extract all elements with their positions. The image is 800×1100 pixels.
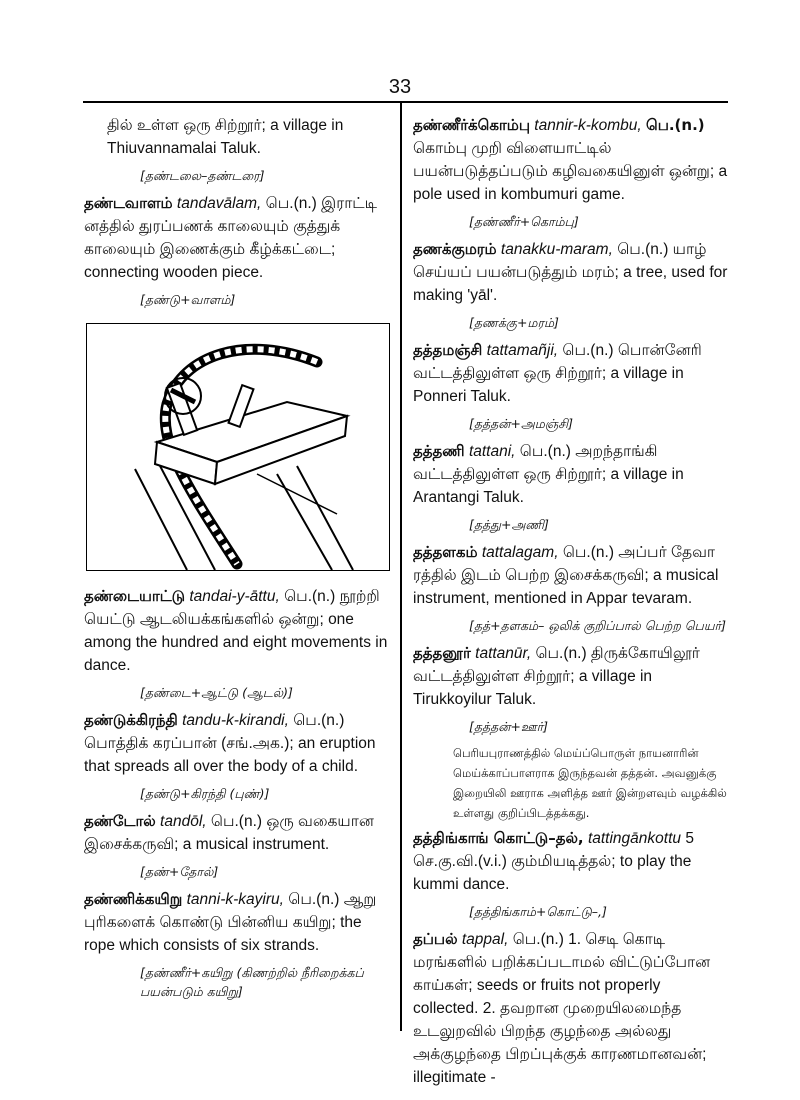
entry bbox=[413, 440, 728, 509]
etymology: [தத்திங்காம்+கொட்டு–,] bbox=[469, 904, 607, 919]
transliteration: tattalagam, bbox=[481, 544, 559, 561]
entry bbox=[413, 238, 728, 307]
transliteration: tattingānkottu bbox=[587, 830, 682, 847]
etymology: [தணக்கு+மரம்] bbox=[469, 315, 559, 330]
etymology: [தண்ணீர்+கொம்பு] bbox=[469, 214, 579, 229]
etymology: [தத்தன்+அமஞ்சி] bbox=[469, 416, 573, 431]
entry-definition: பெ.(n.) ஒரு வகையான இசைக்கருவி; a musical instrument. bbox=[84, 813, 374, 853]
headword: தப்பல் bbox=[413, 930, 458, 948]
entry bbox=[413, 827, 728, 896]
left-column bbox=[84, 114, 394, 1008]
headword: தண்டுக்கிரந்தி bbox=[84, 711, 178, 729]
entry-definition: பெ.(n.) யாழ் செய்யப் பயன்படுத்தும் மரம்; a tree, used for making 'yāl'. bbox=[413, 241, 728, 304]
headword: தணக்குமரம் bbox=[413, 240, 497, 258]
headword: தண்டோல் bbox=[84, 812, 156, 830]
transliteration: tanakku-maram, bbox=[500, 241, 613, 258]
entry bbox=[413, 642, 728, 711]
headword: தத்தனூர் bbox=[413, 644, 471, 662]
etymology: [தண்டலை–தண்டரை] bbox=[140, 168, 265, 183]
column-divider bbox=[400, 103, 402, 1031]
illustration-frame bbox=[86, 323, 390, 571]
entry-definition: பெ.(n.) அப்பர் தேவா ரத்தில் இடம் பெற்ற இசைக்கருவி; a musical instrument, mentioned in Appar tevaram. bbox=[413, 544, 719, 607]
etymology: [தண்+தோல்] bbox=[140, 864, 219, 879]
transliteration: tattani, bbox=[468, 443, 516, 460]
entry bbox=[413, 339, 728, 408]
etymology: [தத்+தளகம்– ஒலிக் குறிப்பால் பெற்ற பெயர்] bbox=[469, 618, 726, 633]
loom-illustration bbox=[87, 324, 389, 570]
entry bbox=[84, 585, 394, 677]
entry-definition: பெ.(n.) திருக்கோயிலூர் வட்டத்திலுள்ள சிற்றூர்; a village in Tirukkoyilur Taluk. bbox=[413, 645, 700, 708]
etymology: [தண்டு+வாளம்] bbox=[140, 292, 236, 307]
entry-note: பெரியபுராணத்தில் மெய்ப்பொருள் நாயனாரின் மெய்க்காப்பாளராக இருந்தவன் தத்தன். அவனுக்கு இறையிலி ஊராக அளித்த ஊர் இன்றளவும் வழக்கில் உள்ளது குறிப்பிடத்தக்கது. bbox=[453, 746, 727, 820]
etymology: [தண்டு+கிரந்தி (புண்)] bbox=[140, 786, 270, 801]
etymology: [தண்டை+ஆட்டு (ஆடல்)] bbox=[140, 685, 293, 700]
headword: தண்டவாளம் bbox=[84, 194, 173, 212]
headword: தண்ணிக்கயிறு bbox=[84, 890, 183, 908]
entry-continued bbox=[84, 114, 394, 160]
page-number: 33 bbox=[388, 76, 412, 98]
entry-definition: பெ.(n.) 1. செடி கொடி மரங்களில் பறிக்கப்படாமல் விட்டுப்போன காய்கள்; seeds or fruits not properly collected. 2. தவறான முறையிலமைந்த உடலுறவில் பிறந்த குழந்தை அல்லது அக்குழந்தை பிறப்புக்குக் காரணமானவன்; illegitimate - bbox=[413, 931, 711, 1086]
entry-definition: பெ.(n.) அறந்தாங்கி வட்டத்திலுள்ள ஒரு சிற்றூர்; a village in Arantangi Taluk. bbox=[413, 443, 684, 506]
headword: தத்தமஞ்சி bbox=[413, 341, 483, 359]
transliteration: tanni-k-kayiru, bbox=[186, 891, 284, 908]
transliteration: tannir-k-kombu, bbox=[534, 117, 642, 134]
entry bbox=[413, 541, 728, 610]
header-rule bbox=[83, 101, 728, 103]
transliteration: tandu-k-kirandi, bbox=[182, 712, 289, 729]
entry-definition: பெ.(n.) இராட்டி னத்தில் துரப்பணக் காலையும் குத்துக் காலையும் இணைக்கும் கீழ்க்கட்டை; connecting wooden piece. bbox=[84, 195, 377, 281]
etymology: [தத்து+அணி] bbox=[469, 517, 549, 532]
headword: தண்ணீர்க்கொம்பு bbox=[413, 116, 530, 134]
headword: தத்திங்காங் கொட்டு–தல், bbox=[413, 829, 584, 847]
headword: தத்தளகம் bbox=[413, 543, 478, 561]
transliteration: tandavālam, bbox=[176, 195, 262, 212]
entry-body: தில் உள்ள ஒரு சிற்றூர்; a village in Thiuvannamalai Taluk. bbox=[107, 117, 344, 157]
entry bbox=[84, 709, 394, 778]
entry-definition: கொம்பு முறி விளையாட்டில் பயன்படுத்தப்படும் கழிவகையினுள் ஒன்று; a pole used in kombumuri game. bbox=[413, 140, 728, 203]
right-column bbox=[413, 114, 728, 1095]
transliteration: tattamañji, bbox=[486, 342, 559, 359]
headword: தண்டையாட்டு bbox=[84, 587, 186, 605]
entry-definition: 5 செ.கு.வி.(v.i.) கும்மியடித்தல்; to play the kummi dance. bbox=[413, 830, 694, 893]
transliteration: tappal, bbox=[461, 931, 509, 948]
entry-definition: பெ.(n.) ஆறு புரிகளைக் கொண்டு பின்னிய கயிறு; the rope which consists of six strands. bbox=[84, 891, 377, 954]
part-of-speech: பெ.(n.) bbox=[646, 116, 705, 134]
entry bbox=[84, 888, 394, 957]
transliteration: tandōl, bbox=[160, 813, 207, 830]
transliteration: tandai-y-āttu, bbox=[189, 588, 280, 605]
etymology: [தத்தன்+ஊர்] bbox=[469, 719, 549, 734]
entry bbox=[84, 810, 394, 856]
entry bbox=[84, 192, 394, 284]
entry bbox=[413, 114, 728, 206]
etymology: [தண்ணீர்+கயிறு (கிணற்றில் நீரிறைக்கப் பயன்படும் கயிறு] bbox=[140, 965, 364, 999]
headword: தத்தணி bbox=[413, 442, 465, 460]
entry-definition: பெ.(n.) பொன்னேரி வட்டத்திலுள்ள ஒரு சிற்றூர்; a village in Ponneri Taluk. bbox=[413, 342, 702, 405]
entry bbox=[413, 928, 728, 1089]
entry-definition: பெ.(n.) நூற்றி யெட்டு ஆடலியக்கங்களில் ஒன்று; one among the hundred and eight movements in dance. bbox=[84, 588, 388, 674]
transliteration: tattanūr, bbox=[475, 645, 532, 662]
entry-definition: பெ.(n.) பொத்திக் கரப்பான் (சங்.அக.); an eruption that spreads all over the body of a child. bbox=[84, 712, 376, 775]
